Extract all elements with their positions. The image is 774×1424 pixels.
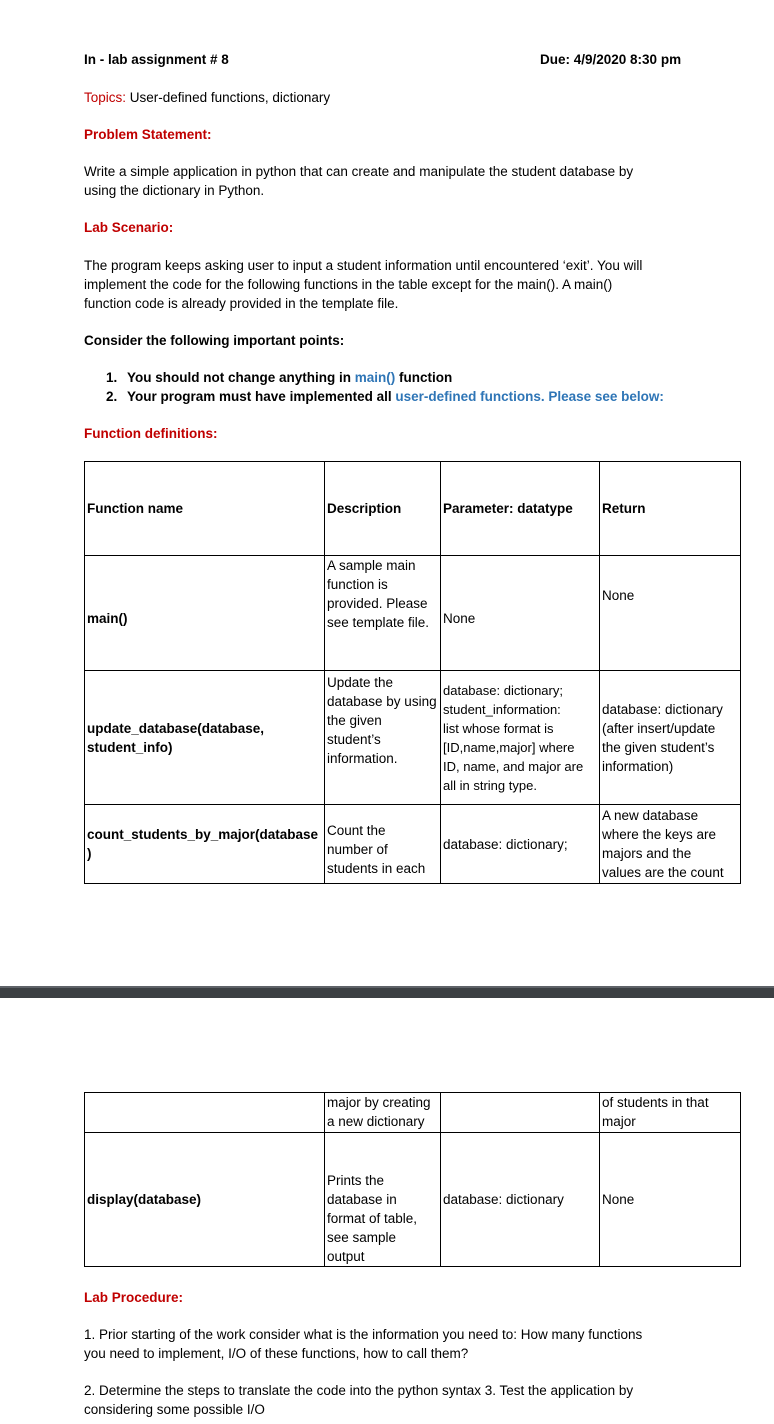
table-header-row (85, 462, 741, 556)
header-return: Return (600, 462, 741, 556)
cell-line: information. (327, 751, 398, 766)
cell-line: A sample main (327, 558, 416, 573)
cell-line: information) (602, 758, 674, 774)
cell-line: function is (327, 577, 388, 592)
procedure-line: you need to implement, I/O of these functions, how to call them? (84, 1346, 469, 1361)
cell-line: student_information: (443, 701, 561, 717)
scenario-text (84, 256, 642, 313)
cell-line: [ID,name,major] where (443, 739, 575, 755)
definitions-heading: Function definitions: (84, 426, 218, 441)
function-table-continued (84, 1092, 741, 1267)
cell-line: student_info) (87, 739, 173, 755)
return-cell: None (600, 556, 741, 671)
cell-line: number of (327, 841, 388, 857)
cell-line: database in (327, 1192, 397, 1207)
point-highlight: main() (354, 370, 396, 385)
cell-line: major (602, 1114, 636, 1129)
cell-line: the given student’s (602, 739, 715, 755)
scenario-line: The program keeps asking user to input a student information until encountered ‘exit’. You will (84, 258, 643, 273)
cell-line: ) (87, 846, 92, 861)
cell-line: format of table, (327, 1211, 418, 1226)
header-function-name: Function name (85, 462, 325, 556)
table-row (85, 671, 741, 805)
function-name-cell (85, 1093, 325, 1133)
cell-line: student’s (327, 732, 381, 747)
cell-line: count_students_by_major(database (87, 827, 319, 842)
return-cell (600, 805, 741, 884)
procedure-line: considering some possible I/O (84, 1402, 265, 1417)
scenario-heading: Lab Scenario: (84, 220, 174, 235)
point-text: You should not change anything in (127, 370, 355, 385)
topics-line (84, 88, 330, 107)
description-cell (325, 805, 441, 884)
parameter-cell: None (441, 556, 600, 671)
table-row (85, 1093, 741, 1133)
parameter-cell: database: dictionary (441, 1133, 600, 1267)
header-parameter: Parameter: datatype (441, 462, 600, 556)
cell-line: ID, name, and major are (443, 758, 584, 774)
point-text: Your program must have implemented all (127, 389, 396, 404)
cell-line: database by using (327, 694, 437, 709)
cell-line: values are the count (602, 865, 724, 880)
parameter-cell (441, 671, 600, 805)
points-heading: Consider the following important points: (84, 333, 345, 348)
table-row (85, 556, 741, 671)
point-item-2 (106, 387, 664, 406)
cell-line: majors and the (602, 846, 692, 861)
description-cell (325, 1093, 441, 1133)
point-text: function (395, 370, 453, 385)
cell-line: list whose format is (443, 720, 554, 736)
cell-line: a new dictionary (327, 1114, 425, 1129)
table-row (85, 1133, 741, 1267)
table-row (85, 805, 741, 884)
function-name-main: main() (85, 556, 325, 671)
topics-label: Topics: (84, 90, 127, 105)
cell-line: output (327, 1249, 365, 1264)
problem-heading: Problem Statement: (84, 127, 212, 142)
point-item-1 (106, 368, 452, 387)
procedure-step-1 (84, 1325, 642, 1363)
topics-text: User-defined functions, dictionary (129, 90, 331, 105)
function-name-display: display(database) (85, 1133, 325, 1267)
return-cell: None (600, 1133, 741, 1267)
cell-line: Prints the (327, 1173, 385, 1188)
problem-text (84, 162, 633, 200)
assignment-title: In - lab assignment # 8 (84, 52, 229, 67)
point-number: 2. (106, 389, 118, 404)
cell-line: see template file. (327, 615, 430, 630)
cell-line: Update the (327, 675, 394, 690)
cell-line: A new database (602, 808, 699, 823)
description-cell (325, 671, 441, 805)
description-cell (325, 556, 441, 671)
procedure-line: 2. Determine the steps to translate the code into the python syntax 3. Test the application by (84, 1383, 634, 1398)
cell-line: major by creating (327, 1095, 431, 1110)
cell-line: see sample (327, 1230, 397, 1245)
procedure-step-2 (84, 1381, 633, 1419)
point-highlight: user-defined functions. Please see below: (395, 389, 664, 404)
header-description: Description (325, 462, 441, 556)
cell-line: of students in that (602, 1095, 709, 1110)
function-name-count (85, 805, 325, 884)
cell-line: provided. Please (327, 596, 428, 611)
scenario-line: function code is already provided in the template file. (84, 296, 399, 311)
problem-line: Write a simple application in python that can create and manipulate the student database by (84, 164, 634, 179)
cell-line: the given (327, 713, 382, 728)
cell-line: all in string type. (443, 777, 537, 793)
procedure-line: 1. Prior starting of the work consider what is the information you need to: How many functions (84, 1327, 643, 1342)
function-table (84, 461, 741, 884)
due-date: Due: 4/9/2020 8:30 pm (540, 52, 682, 67)
parameter-cell (441, 1093, 600, 1133)
cell-line: database: dictionary (602, 701, 723, 717)
problem-line: using the dictionary in Python. (84, 183, 265, 198)
parameter-cell: database: dictionary; (441, 805, 600, 884)
return-cell (600, 671, 741, 805)
cell-line: where the keys are (602, 827, 717, 842)
page-break-shade (0, 986, 774, 988)
cell-line: students in each (327, 860, 426, 876)
procedure-heading: Lab Procedure: (84, 1290, 184, 1305)
function-name-update (85, 671, 325, 805)
cell-line: (after insert/update (602, 720, 716, 736)
cell-line: Count the (327, 822, 386, 838)
cell-line: update_database(database, (87, 720, 265, 736)
scenario-line: implement the code for the following functions in the table except for the main(). A main() (84, 277, 613, 292)
cell-line: database: dictionary; (443, 682, 563, 698)
point-number: 1. (106, 370, 118, 385)
return-cell (600, 1093, 741, 1133)
description-cell (325, 1133, 441, 1267)
